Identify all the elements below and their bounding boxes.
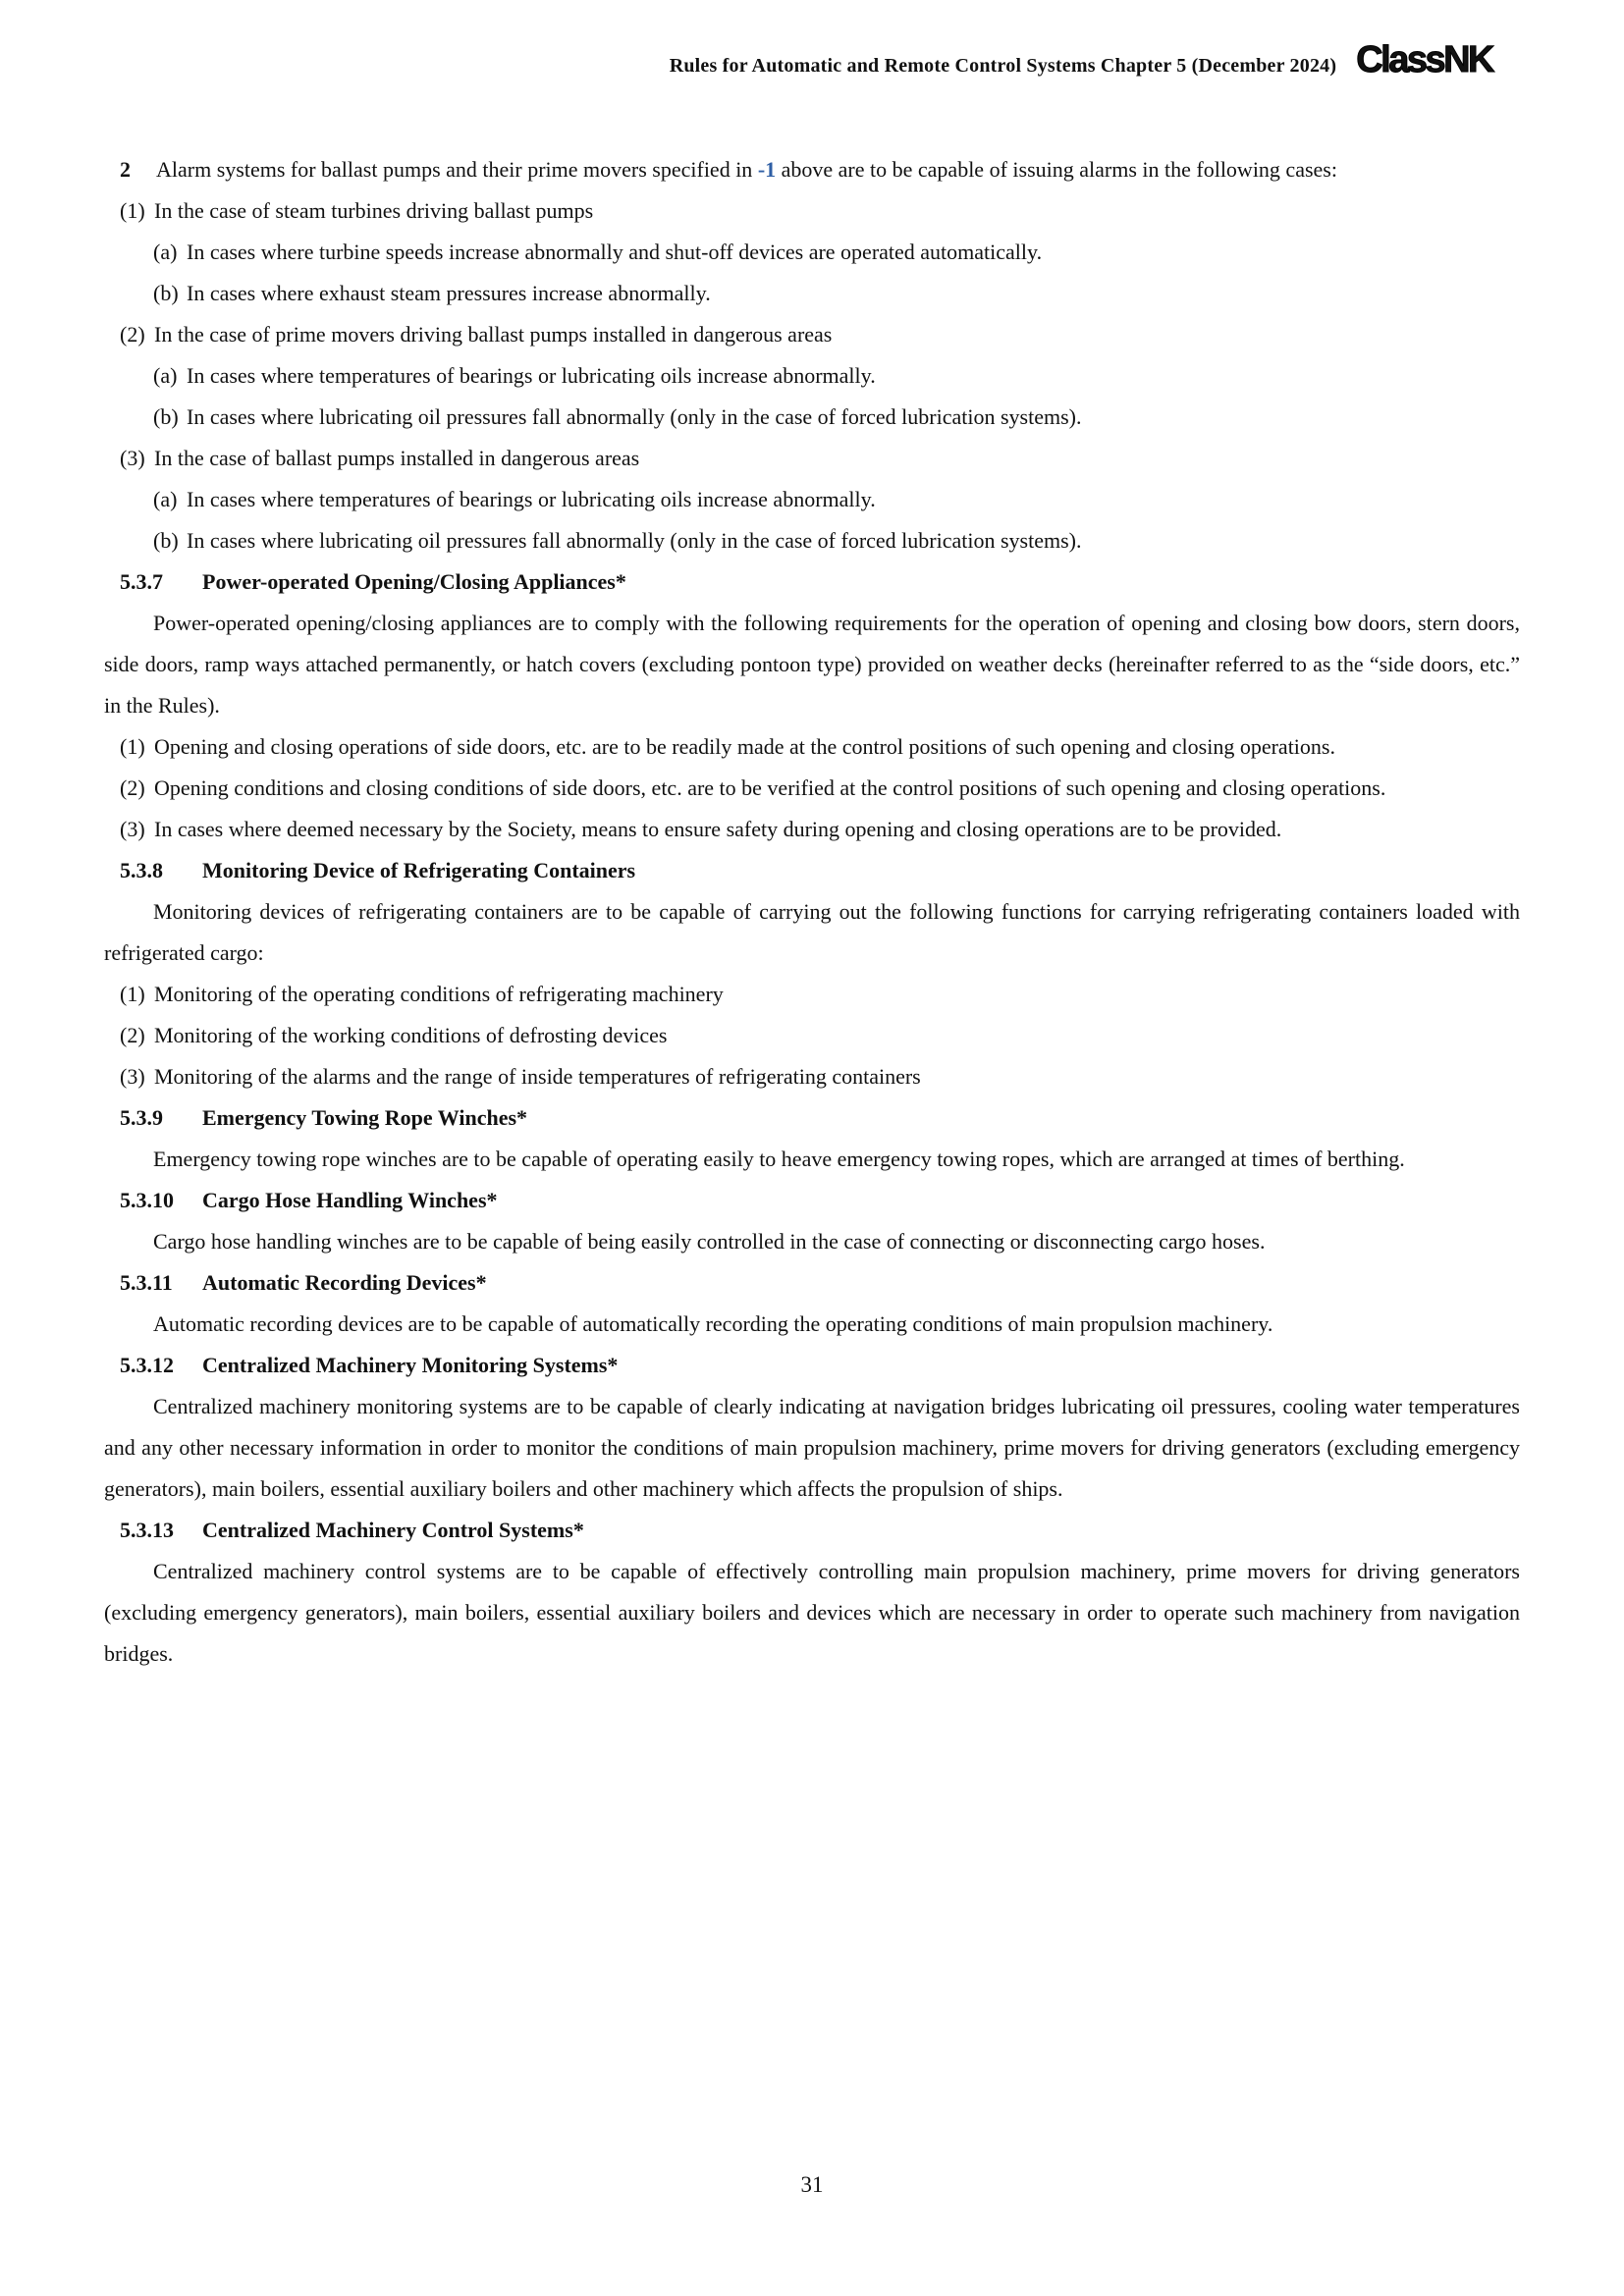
list-item-text: Monitoring of the working conditions of defrosting devices — [154, 1023, 668, 1047]
list-item — [104, 768, 1520, 809]
list-marker: (2) — [120, 1023, 145, 1047]
clause-text-pre: Alarm systems for ballast pumps and their prime movers specified in — [156, 157, 758, 182]
list-marker: (3) — [120, 1064, 145, 1089]
list-item-text: Opening conditions and closing conditions of side doors, etc. are to be verified at the control positions of such opening and closing operations. — [154, 775, 1386, 800]
list-item-text: In cases where lubricating oil pressures fall abnormally (only in the case of forced lubrication systems). — [187, 404, 1082, 429]
cross-reference-link[interactable]: -1 — [757, 157, 777, 182]
section-title: Automatic Recording Devices* — [202, 1270, 487, 1295]
list-item-text: Opening and closing operations of side doors, etc. are to be readily made at the control positions of such opening and closing operations. — [154, 734, 1335, 759]
section-number: 5.3.13 — [120, 1518, 174, 1542]
section-number: 5.3.7 — [120, 569, 163, 594]
section-title: Centralized Machinery Control Systems* — [202, 1518, 584, 1542]
section-heading-5-3-13 — [104, 1510, 1520, 1551]
list-item — [104, 726, 1520, 768]
body-paragraph: Automatic recording devices are to be capable of automatically recording the operating conditions of main propulsion machinery. — [153, 1311, 1273, 1336]
section-number: 5.3.8 — [120, 858, 163, 882]
list-item — [104, 314, 1520, 355]
body-paragraph: Cargo hose handling winches are to be capable of being easily controlled in the case of connecting or disconnecting cargo hoses. — [153, 1229, 1266, 1254]
list-item — [104, 1015, 1520, 1056]
list-item-text: Monitoring of the alarms and the range of inside temperatures of refrigerating containers — [154, 1064, 921, 1089]
clause-2-paragraph — [104, 149, 1520, 190]
list-item-text: Monitoring of the operating conditions of refrigerating machinery — [154, 982, 724, 1006]
list-item — [104, 809, 1520, 850]
list-item — [104, 1056, 1520, 1097]
body-paragraph: Centralized machinery control systems are to be capable of effectively controlling main propulsion machinery, prime movers for driving generators (excluding emergency generators), main boilers, essential auxiliary boilers and devices which are necessary in order to operate such machinery from navigation bridges. — [104, 1559, 1520, 1666]
list-subitem — [104, 479, 1520, 520]
list-item — [104, 974, 1520, 1015]
section-title: Cargo Hose Handling Winches* — [202, 1188, 498, 1212]
list-item-text: In cases where turbine speeds increase abnormally and shut-off devices are operated automatically. — [187, 240, 1043, 264]
list-marker: (a) — [153, 487, 178, 511]
list-subitem — [104, 520, 1520, 561]
list-marker: (1) — [120, 198, 145, 223]
list-subitem — [104, 397, 1520, 438]
classnk-logo: ClassNK — [1356, 39, 1492, 80]
section-title: Centralized Machinery Monitoring Systems* — [202, 1353, 619, 1377]
body-paragraph: Monitoring devices of refrigerating containers are to be capable of carrying out the following functions for carrying refrigerating containers loaded with refrigerated cargo: — [104, 899, 1520, 965]
list-item-text: In the case of steam turbines driving ballast pumps — [154, 198, 594, 223]
section-number: 5.3.11 — [120, 1270, 173, 1295]
list-marker: (1) — [120, 734, 145, 759]
list-marker: (1) — [120, 982, 145, 1006]
running-header-title: Rules for Automatic and Remote Control Systems Chapter 5 (December 2024) — [669, 55, 1337, 77]
section-title: Monitoring Device of Refrigerating Containers — [202, 858, 636, 882]
section-title: Power-operated Opening/Closing Appliances* — [202, 569, 626, 594]
list-subitem — [104, 273, 1520, 314]
list-item-text: In the case of ballast pumps installed in dangerous areas — [154, 446, 640, 470]
document-body — [104, 149, 1520, 1675]
list-item — [104, 438, 1520, 479]
list-item — [104, 190, 1520, 232]
section-number: 5.3.12 — [120, 1353, 174, 1377]
list-item-text: In the case of prime movers driving ballast pumps installed in dangerous areas — [154, 322, 833, 347]
list-marker: (3) — [120, 446, 145, 470]
section-number: 5.3.9 — [120, 1105, 163, 1130]
list-subitem — [104, 355, 1520, 397]
list-marker: (3) — [120, 817, 145, 841]
list-item-text: In cases where deemed necessary by the Society, means to ensure safety during opening and closing operations are to be provided. — [154, 817, 1282, 841]
list-item-text: In cases where temperatures of bearings or lubricating oils increase abnormally. — [187, 363, 876, 388]
list-item-text: In cases where temperatures of bearings or lubricating oils increase abnormally. — [187, 487, 876, 511]
section-heading-5-3-7 — [104, 561, 1520, 603]
body-paragraph: Emergency towing rope winches are to be capable of operating easily to heave emergency towing ropes, which are arranged at times of berthing. — [153, 1147, 1405, 1171]
section-heading-5-3-12 — [104, 1345, 1520, 1386]
list-item-text: In cases where exhaust steam pressures increase abnormally. — [187, 281, 711, 305]
page-number: 31 — [800, 2172, 824, 2197]
section-title: Emergency Towing Rope Winches* — [202, 1105, 528, 1130]
list-item-text: In cases where lubricating oil pressures fall abnormally (only in the case of forced lubrication systems). — [187, 528, 1082, 553]
section-heading-5-3-10 — [104, 1180, 1520, 1221]
body-paragraph: Power-operated opening/closing appliances are to comply with the following requirements for the operation of opening and closing bow doors, stern doors, side doors, ramp ways attached permanently, or hatch covers (excluding pontoon type) provided on weather decks (hereinafter referred to as the “side doors, etc.” in the Rules). — [104, 611, 1520, 718]
section-number: 5.3.10 — [120, 1188, 174, 1212]
list-subitem — [104, 232, 1520, 273]
clause-number: 2 — [120, 157, 131, 182]
list-marker: (2) — [120, 775, 145, 800]
body-paragraph: Centralized machinery monitoring systems are to be capable of clearly indicating at navigation bridges lubricating oil pressures, cooling water temperatures and any other necessary information in order to monitor the conditions of main propulsion machinery, prime movers for driving generators (excluding emergency generators), main boilers, essential auxiliary boilers and other machinery which affects the propulsion of ships. — [104, 1394, 1520, 1501]
page-header — [0, 39, 1492, 81]
list-marker: (b) — [153, 528, 179, 553]
list-marker: (a) — [153, 363, 178, 388]
list-marker: (2) — [120, 322, 145, 347]
section-heading-5-3-9 — [104, 1097, 1520, 1139]
section-heading-5-3-11 — [104, 1262, 1520, 1304]
section-heading-5-3-8 — [104, 850, 1520, 891]
list-marker: (b) — [153, 404, 179, 429]
list-marker: (a) — [153, 240, 178, 264]
list-marker: (b) — [153, 281, 179, 305]
clause-text-post: above are to be capable of issuing alarms in the following cases: — [776, 157, 1337, 182]
